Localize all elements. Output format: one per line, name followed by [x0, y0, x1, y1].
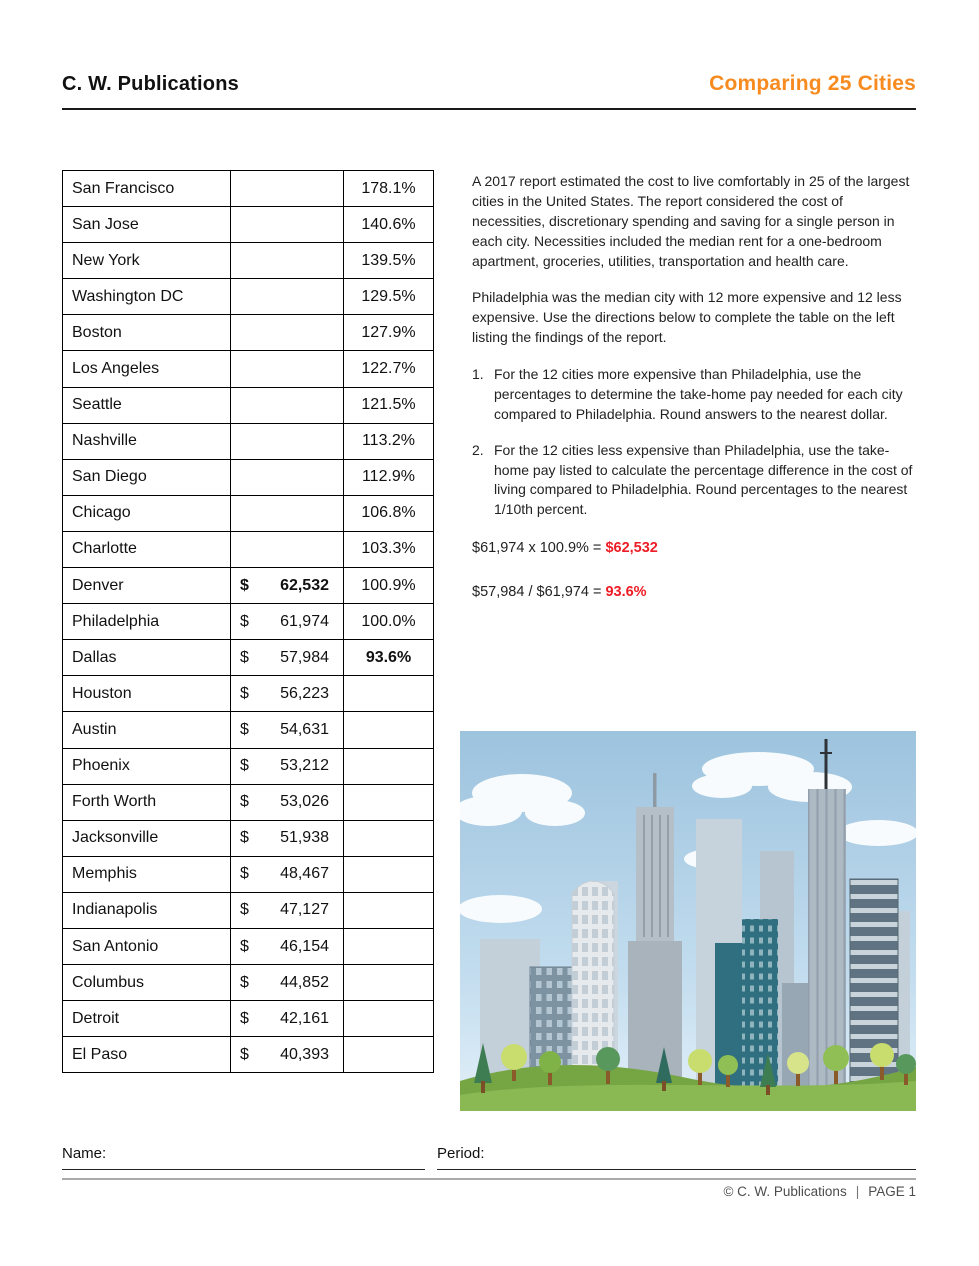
- pct-cell: 112.9%: [344, 459, 434, 495]
- pay-cell[interactable]: [231, 243, 344, 279]
- direction-item-2: [472, 441, 917, 521]
- pay-cell[interactable]: [231, 315, 344, 351]
- currency-symbol: $: [240, 793, 249, 811]
- city-cell: Washington DC: [63, 279, 231, 315]
- city-cell: Detroit: [63, 1001, 231, 1037]
- currency-symbol: $: [240, 973, 249, 991]
- table-row: [63, 856, 434, 892]
- instructions-panel: [472, 172, 917, 625]
- city-cell: Chicago: [63, 495, 231, 531]
- pct-cell[interactable]: [344, 965, 434, 1001]
- city-cell: Phoenix: [63, 748, 231, 784]
- pay-cell: [231, 604, 344, 640]
- table-row: [63, 1037, 434, 1073]
- pct-cell: 139.5%: [344, 243, 434, 279]
- table-row: [63, 531, 434, 567]
- table-row: [63, 315, 434, 351]
- city-skyline-illustration: [460, 731, 916, 1111]
- city-cell: San Francisco: [63, 171, 231, 207]
- direction-number: 1.: [472, 366, 484, 382]
- pay-amount: 57,984: [280, 648, 329, 666]
- pay-cell: [231, 748, 344, 784]
- currency-symbol: $: [240, 829, 249, 847]
- pay-amount: 46,154: [280, 937, 329, 955]
- currency-symbol: $: [240, 684, 249, 702]
- footer-divider: [62, 1178, 916, 1180]
- city-cell: Columbus: [63, 965, 231, 1001]
- pay-cell: [231, 965, 344, 1001]
- direction-text: For the 12 cities less expensive than Philadelphia, use the take-home pay listed to calculate the percentage difference in the cost of living compared to Philadelphia. Round percentages to the nearest 1/10th percent.: [494, 441, 913, 518]
- pay-amount: 62,532: [280, 576, 329, 594]
- pct-cell: 106.8%: [344, 495, 434, 531]
- currency-symbol: $: [240, 720, 249, 738]
- footer-separator: |: [855, 1184, 860, 1199]
- pct-cell: 121.5%: [344, 387, 434, 423]
- pay-amount: 40,393: [280, 1045, 329, 1063]
- name-field[interactable]: [62, 1140, 425, 1170]
- table-row: [63, 676, 434, 712]
- pay-amount: 47,127: [280, 901, 329, 919]
- pay-cell[interactable]: [231, 279, 344, 315]
- pay-amount: 53,212: [280, 757, 329, 775]
- pct-cell[interactable]: [344, 820, 434, 856]
- currency-symbol: $: [240, 612, 249, 630]
- pct-cell: 127.9%: [344, 315, 434, 351]
- formula-expression: $61,974 x 100.9% =: [472, 540, 606, 557]
- pct-cell: 100.9%: [344, 568, 434, 604]
- example-formula-2: [472, 582, 917, 603]
- pay-cell[interactable]: [231, 495, 344, 531]
- table-row: [63, 820, 434, 856]
- pct-cell: 140.6%: [344, 207, 434, 243]
- pay-amount: 48,467: [280, 865, 329, 883]
- period-field[interactable]: [437, 1140, 916, 1170]
- table-row: [63, 207, 434, 243]
- pay-cell: [231, 856, 344, 892]
- city-cell: Austin: [63, 712, 231, 748]
- pay-cell: [231, 928, 344, 964]
- pay-cell: [231, 820, 344, 856]
- city-cell: Jacksonville: [63, 820, 231, 856]
- pay-cell: [231, 892, 344, 928]
- direction-item-1: [472, 365, 917, 425]
- city-cell: Memphis: [63, 856, 231, 892]
- table-row: [63, 495, 434, 531]
- city-cell: Charlotte: [63, 531, 231, 567]
- city-cell: New York: [63, 243, 231, 279]
- table-row: [63, 459, 434, 495]
- pct-cell: 103.3%: [344, 531, 434, 567]
- copyright-text: © C. W. Publications: [723, 1184, 847, 1199]
- median-paragraph: Philadelphia was the median city with 12 more expensive and 12 less expensive. Use the directions below to complete the table on the left listing the findings of the report.: [472, 289, 902, 346]
- cost-table-body: [63, 171, 434, 1073]
- pay-amount: 51,938: [280, 829, 329, 847]
- currency-symbol: $: [240, 1045, 249, 1063]
- table-row: [63, 279, 434, 315]
- city-cell: Forth Worth: [63, 784, 231, 820]
- formula-expression: $57,984 / $61,974 =: [472, 583, 606, 600]
- table-row: [63, 243, 434, 279]
- pay-amount: 56,223: [280, 684, 329, 702]
- name-label: Name:: [62, 1145, 107, 1162]
- pay-cell[interactable]: [231, 459, 344, 495]
- page-number: PAGE 1: [868, 1184, 916, 1199]
- publisher-name: C. W. Publications: [62, 73, 239, 95]
- pct-cell: 129.5%: [344, 279, 434, 315]
- table-row: [63, 171, 434, 207]
- pay-cell: [231, 1001, 344, 1037]
- city-skyline-svg: [460, 731, 916, 1111]
- currency-symbol: $: [240, 937, 249, 955]
- city-cell: Los Angeles: [63, 351, 231, 387]
- city-cell: Nashville: [63, 423, 231, 459]
- city-cell: Denver: [63, 568, 231, 604]
- table-row: [63, 568, 434, 604]
- period-label: Period:: [437, 1145, 485, 1162]
- pct-cell[interactable]: [344, 1001, 434, 1037]
- city-cell: Indianapolis: [63, 892, 231, 928]
- city-cell: Seattle: [63, 387, 231, 423]
- city-cell: San Diego: [63, 459, 231, 495]
- pay-amount: 61,974: [280, 612, 329, 630]
- pct-cell: 100.0%: [344, 604, 434, 640]
- pay-cell: [231, 640, 344, 676]
- pct-cell[interactable]: [344, 928, 434, 964]
- city-cell: Boston: [63, 315, 231, 351]
- city-cell: Houston: [63, 676, 231, 712]
- table-row: [63, 892, 434, 928]
- pay-amount: 54,631: [280, 720, 329, 738]
- pay-cell[interactable]: [231, 207, 344, 243]
- city-cell: Dallas: [63, 640, 231, 676]
- city-cell: San Jose: [63, 207, 231, 243]
- pay-cell[interactable]: [231, 531, 344, 567]
- pay-cell: [231, 568, 344, 604]
- table-row: [63, 351, 434, 387]
- pct-cell[interactable]: [344, 784, 434, 820]
- direction-text: For the 12 cities more expensive than Philadelphia, use the percentages to determine the take-home pay needed for each city compared to Philadelphia. Round answers to the nearest dollar.: [494, 366, 903, 422]
- formula-result: $62,532: [605, 540, 658, 557]
- cost-of-living-table: [62, 170, 434, 1073]
- currency-symbol: $: [240, 757, 249, 775]
- direction-number: 2.: [472, 441, 484, 458]
- pct-cell[interactable]: [344, 892, 434, 928]
- pay-cell: [231, 712, 344, 748]
- table-row: [63, 1001, 434, 1037]
- city-cell: El Paso: [63, 1037, 231, 1073]
- currency-symbol: $: [240, 865, 249, 883]
- pay-cell[interactable]: [231, 387, 344, 423]
- pct-cell[interactable]: [344, 748, 434, 784]
- page-title: Comparing 25 Cities: [709, 72, 916, 95]
- pay-amount: 53,026: [280, 793, 329, 811]
- pct-cell: 93.6%: [344, 640, 434, 676]
- pay-cell: [231, 784, 344, 820]
- city-cell: Philadelphia: [63, 604, 231, 640]
- table-row: [63, 640, 434, 676]
- currency-symbol: $: [240, 1009, 249, 1027]
- pct-cell[interactable]: [344, 712, 434, 748]
- currency-symbol: $: [240, 901, 249, 919]
- footer-copyright: [723, 1184, 916, 1199]
- currency-symbol: $: [240, 576, 249, 594]
- pct-cell[interactable]: [344, 856, 434, 892]
- table-row: [63, 604, 434, 640]
- page-header: [62, 72, 916, 96]
- pay-cell[interactable]: [231, 351, 344, 387]
- formula-result: 93.6%: [605, 583, 647, 600]
- intro-paragraph: A 2017 report estimated the cost to live comfortably in 25 of the largest cities in the United States. The report considered the cost of necessities, discretionary spending and saving for a single person in each city. Necessities included the median rent for a one-bedroom apartment, groceries, utilities, transportation and health care.: [472, 173, 910, 269]
- table-row: [63, 928, 434, 964]
- table-row: [63, 784, 434, 820]
- city-cell: San Antonio: [63, 928, 231, 964]
- currency-symbol: $: [240, 648, 249, 666]
- pay-amount: 44,852: [280, 973, 329, 991]
- pay-amount: 42,161: [280, 1009, 329, 1027]
- pct-cell: 178.1%: [344, 171, 434, 207]
- pct-cell: 122.7%: [344, 351, 434, 387]
- pct-cell[interactable]: [344, 1037, 434, 1073]
- pay-cell: [231, 1037, 344, 1073]
- example-formula-1: [472, 538, 917, 559]
- table-row: [63, 965, 434, 1001]
- pay-cell[interactable]: [231, 171, 344, 207]
- header-divider: [62, 108, 916, 110]
- table-row: [63, 423, 434, 459]
- pct-cell[interactable]: [344, 676, 434, 712]
- pay-cell[interactable]: [231, 423, 344, 459]
- table-row: [63, 712, 434, 748]
- table-row: [63, 748, 434, 784]
- table-row: [63, 387, 434, 423]
- pct-cell: 113.2%: [344, 423, 434, 459]
- pay-cell: [231, 676, 344, 712]
